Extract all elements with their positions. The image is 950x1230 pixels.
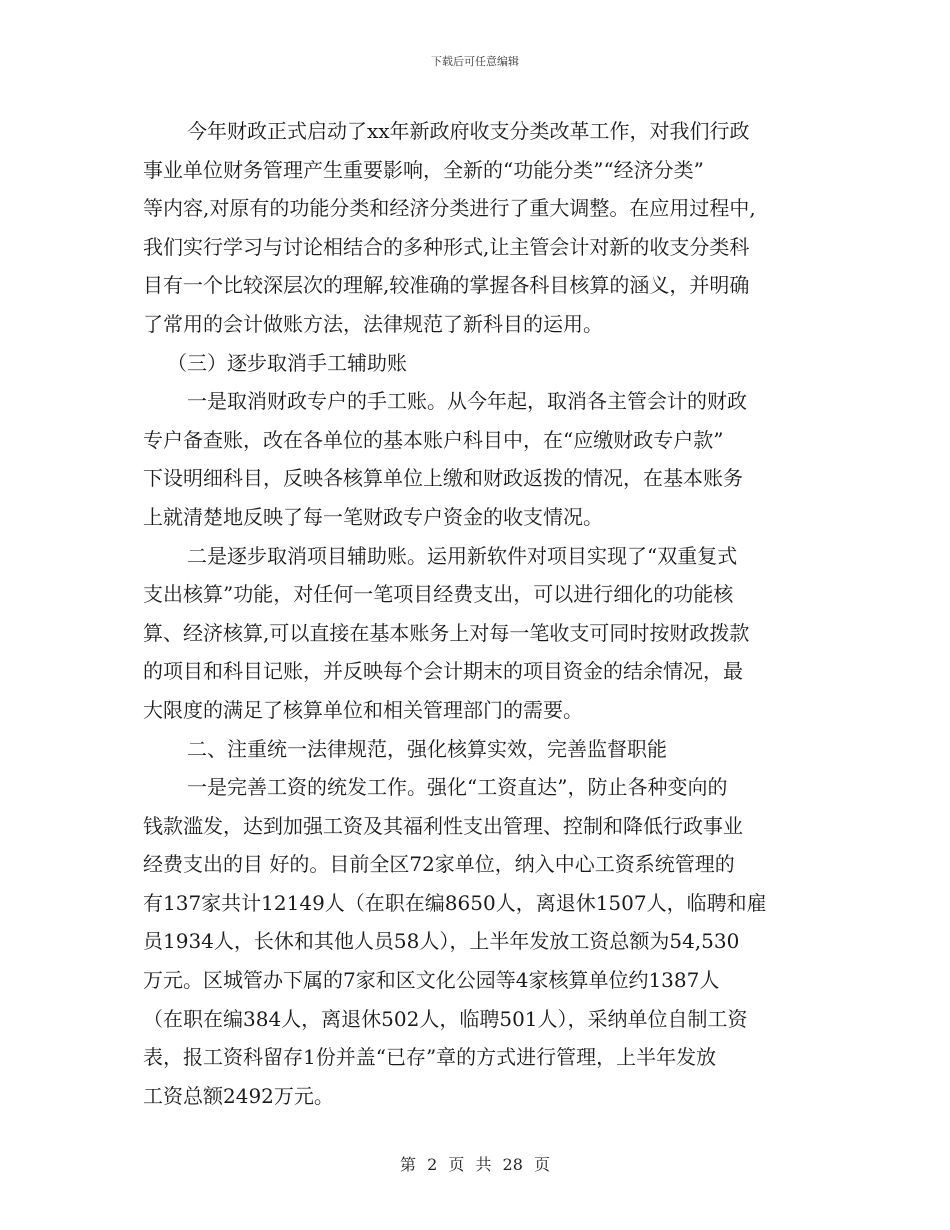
page-footer: 第 2 页 共 28 页 bbox=[400, 1155, 550, 1174]
text-line: 工资总额2492万元。 bbox=[143, 1083, 334, 1108]
text-line: 一是完善工资的统发工作。强化“工资直达”，防止各种变向的 bbox=[187, 775, 728, 800]
text-line: 事业单位财务管理产生重要影响，全新的“功能分类”“经济分类” bbox=[143, 157, 704, 182]
text-line: 专户备查账，改在各单位的基本账户科目中，在“应缴财政专户款” bbox=[143, 427, 724, 452]
text-line: 一是取消财政专户的手工账。从今年起，取消各主管会计的财政 bbox=[187, 389, 747, 414]
text-line: 我们实行学习与讨论相结合的多种形式,让主管会计对新的收支分类科 bbox=[143, 234, 750, 259]
text-line: （三）逐步取消手工辅助账 bbox=[167, 350, 407, 375]
text-line: 钱款滥发，达到加强工资及其福利性支出管理、控制和降低行政事业 bbox=[143, 813, 743, 838]
text-line: 二是逐步取消项目辅助账。运用新软件对项目实现了“双重复式 bbox=[187, 543, 738, 568]
text-line: 员1934人，长休和其他人员58人），上半年发放工资总额为54,530 bbox=[143, 929, 740, 954]
text-line: 大限度的满足了核算单位和相关管理部门的需要。 bbox=[143, 697, 583, 722]
text-line: 万元。区城管办下属的7家和区文化公园等4家核算单位约1387人 bbox=[143, 968, 720, 993]
text-line: 下设明细科目，反映各核算单位上缴和财政返拨的情况，在基本账务 bbox=[143, 466, 743, 491]
text-line: 等内容,对原有的功能分类和经济分类进行了重大调整。在应用过程中, bbox=[143, 196, 756, 221]
text-line: 上就清楚地反映了每一笔财政专户资金的收支情况。 bbox=[143, 504, 603, 529]
page-header: 下载后可任意编辑 bbox=[431, 55, 519, 68]
text-line: （在职在编384人，离退休502人，临聘501人），采纳单位自制工资 bbox=[143, 1006, 748, 1031]
text-line: 的项目和科目记账，并反映每个会计期末的项目资金的结余情况，最 bbox=[143, 659, 743, 684]
text-line: 支出核算”功能，对任何一笔项目经费支出，可以进行细化的功能核 bbox=[143, 582, 734, 607]
text-line: 今年财政正式启动了xx年新政府收支分类改革工作，对我们行政 bbox=[187, 119, 750, 143]
text-line: 算、经济核算,可以直接在基本账务上对每一笔收支可同时按财政拨款 bbox=[143, 620, 750, 645]
text-line: 目有一个比较深层次的理解,较准确的掌握各科目核算的涵义，并明确 bbox=[143, 273, 750, 298]
text-line: 有137家共计12149人（在职在编8650人，离退休1507人，临聘和雇 bbox=[143, 890, 767, 915]
text-line: 表，报工资科留存1份并盖“已存”章的方式进行管理，上半年发放 bbox=[143, 1045, 717, 1070]
text-line: 经费支出的目 好的。目前全区72家单位，纳入中心工资系统管理的 bbox=[143, 852, 735, 877]
text-line: 了常用的会计做账方法，法律规范了新科目的运用。 bbox=[143, 311, 603, 336]
document-body bbox=[143, 112, 815, 1115]
text-line: 二、注重统一法律规范，强化核算实效，完善监督职能 bbox=[187, 736, 667, 761]
